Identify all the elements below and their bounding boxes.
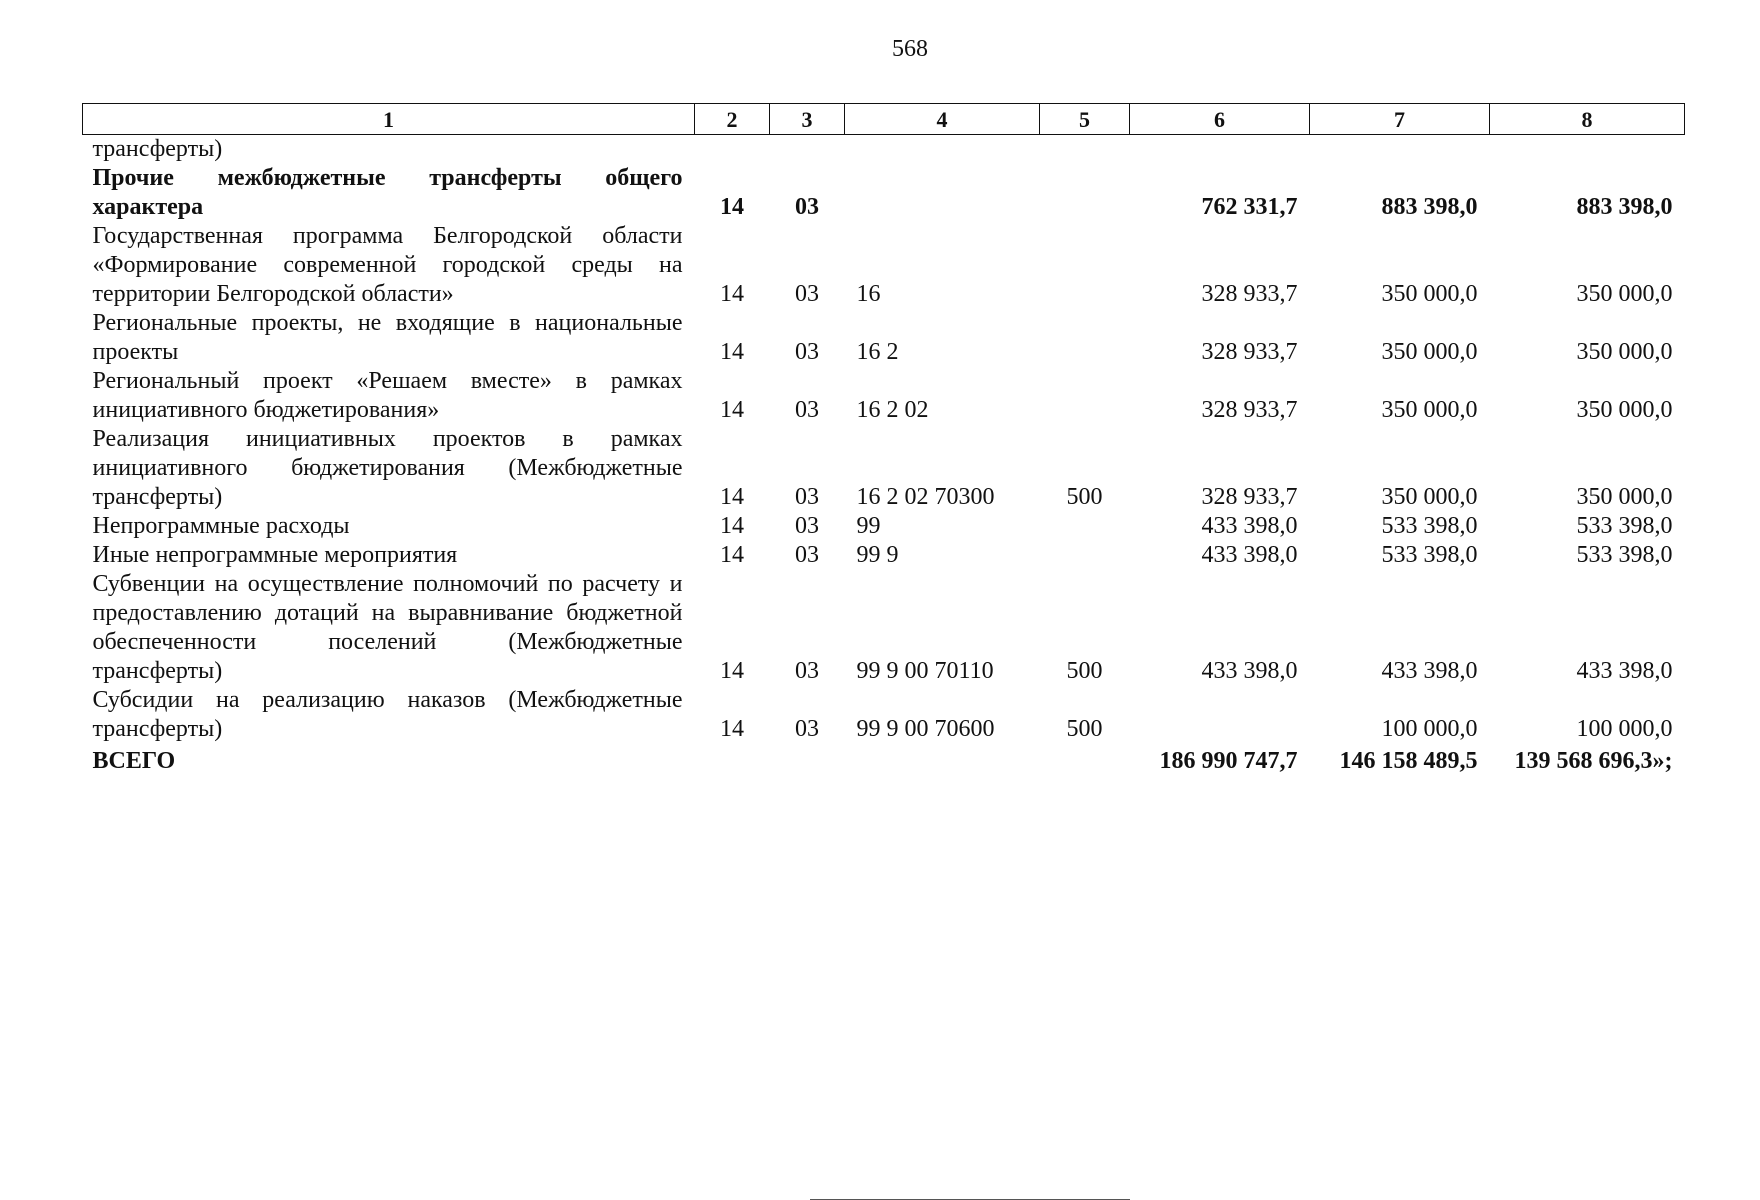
row-target-code: 99 9 [856, 542, 899, 568]
row-value: 533 398,0 [1576, 513, 1673, 539]
row-value: 433 398,0 [1201, 513, 1298, 539]
budget-table [82, 103, 1685, 776]
row-value: 350 000,0 [1381, 397, 1478, 423]
row-subsection: 03 [795, 339, 819, 365]
row-section: 14 [720, 194, 744, 220]
table-cell [845, 744, 1040, 776]
row-section [695, 135, 770, 165]
row-value [1130, 135, 1310, 165]
row-section: 14 [720, 484, 744, 510]
row-subsection: 03 [795, 484, 819, 510]
total-label: ВСЕГО [92, 748, 176, 774]
column-header: 6 [1130, 104, 1310, 135]
row-value: 433 398,0 [1381, 658, 1478, 684]
row-section: 14 [720, 542, 744, 568]
row-subsection: 03 [795, 194, 819, 220]
row-section: 14 [720, 658, 744, 684]
row-name: Непрограммные расходы [92, 513, 350, 539]
table-row [83, 164, 1685, 222]
row-value: 883 398,0 [1576, 194, 1673, 220]
row-value: 533 398,0 [1381, 542, 1478, 568]
table-cell [695, 744, 770, 776]
row-name: Прочие межбюджетные трансферты общего характера [92, 165, 683, 220]
column-header: 1 [83, 104, 695, 135]
row-value: 762 331,7 [1201, 194, 1298, 220]
total-value: 146 158 489,5 [1339, 748, 1478, 774]
row-value: 350 000,0 [1381, 484, 1478, 510]
row-value [1310, 135, 1490, 165]
row-value: 350 000,0 [1381, 339, 1478, 365]
row-section: 14 [720, 397, 744, 423]
table-header-row [83, 104, 1685, 135]
row-target-code: 99 9 00 70600 [856, 716, 995, 742]
row-expense-type: 500 [1066, 658, 1103, 684]
table-row [83, 425, 1685, 512]
row-value: 100 000,0 [1381, 716, 1478, 742]
row-section: 14 [720, 513, 744, 539]
row-section: 14 [720, 716, 744, 742]
row-expense-type: 500 [1066, 484, 1103, 510]
row-value: 433 398,0 [1576, 658, 1673, 684]
total-value: 186 990 747,7 [1159, 748, 1298, 774]
row-name: Государственная программа Белгородской области «Формирование современной городской среды на территории Белгородской области» [92, 223, 683, 307]
row-subsection: 03 [795, 397, 819, 423]
row-target-code: 16 2 [856, 339, 899, 365]
table-row [83, 367, 1685, 425]
row-value: 433 398,0 [1201, 542, 1298, 568]
column-header: 4 [845, 104, 1040, 135]
row-value: 350 000,0 [1576, 484, 1673, 510]
table-row [83, 309, 1685, 367]
table-row [83, 570, 1685, 686]
table-cell [770, 744, 845, 776]
table-header [83, 104, 1685, 135]
row-value: 350 000,0 [1381, 281, 1478, 307]
row-value: 533 398,0 [1576, 542, 1673, 568]
row-expense-type: 500 [1066, 716, 1103, 742]
row-target-code: 99 9 00 70110 [856, 658, 994, 684]
column-header: 8 [1490, 104, 1685, 135]
row-target-code [845, 135, 1040, 165]
row-value: 100 000,0 [1576, 716, 1673, 742]
column-header: 3 [770, 104, 845, 135]
row-expense-type [1040, 512, 1130, 541]
row-expense-type [1040, 164, 1130, 222]
row-value [1130, 686, 1310, 744]
row-value: 328 933,7 [1201, 397, 1298, 423]
row-value: 533 398,0 [1381, 513, 1478, 539]
row-section: 14 [720, 339, 744, 365]
row-expense-type [1040, 309, 1130, 367]
table-cell [1040, 744, 1130, 776]
total-row [83, 744, 1685, 776]
row-subsection: 03 [795, 542, 819, 568]
row-subsection: 03 [795, 513, 819, 539]
row-subsection: 03 [795, 281, 819, 307]
row-value: 328 933,7 [1201, 484, 1298, 510]
row-name: Реализация инициативных проектов в рамках инициативного бюджетирования (Межбюджетные трансферты) [92, 426, 683, 510]
row-target-code: 16 2 02 70300 [856, 484, 995, 510]
row-name: Региональный проект «Решаем вместе» в рамках инициативного бюджетирования» [92, 368, 683, 423]
table-row [83, 686, 1685, 744]
row-name: трансферты) [92, 136, 223, 162]
row-value: 350 000,0 [1576, 397, 1673, 423]
row-subsection: 03 [795, 658, 819, 684]
row-target-code: 16 [856, 281, 881, 307]
row-expense-type [1040, 135, 1130, 165]
page-number: 568 [892, 36, 928, 62]
row-name: Иные непрограммные мероприятия [92, 542, 458, 568]
row-value: 328 933,7 [1201, 281, 1298, 307]
row-expense-type [1040, 367, 1130, 425]
row-section: 14 [720, 281, 744, 307]
row-value: 350 000,0 [1576, 281, 1673, 307]
table-row [83, 541, 1685, 570]
column-header: 7 [1310, 104, 1490, 135]
row-expense-type [1040, 541, 1130, 570]
table-row [83, 512, 1685, 541]
row-value: 883 398,0 [1381, 194, 1478, 220]
row-subsection: 03 [795, 716, 819, 742]
row-target-code: 16 2 02 [856, 397, 929, 423]
row-value: 350 000,0 [1576, 339, 1673, 365]
column-header: 5 [1040, 104, 1130, 135]
row-value [1490, 135, 1685, 165]
row-name: Субвенции на осуществление полномочий по расчету и предоставлению дотаций на выравнивание бюджетной обеспеченности поселений (Межбюджетные трансферты) [92, 571, 683, 684]
row-value: 433 398,0 [1201, 658, 1298, 684]
row-expense-type [1040, 222, 1130, 309]
row-subsection [770, 135, 845, 165]
total-value: 139 568 696,3»; [1514, 748, 1673, 774]
row-name: Субсидии на реализацию наказов (Межбюджетные трансферты) [92, 687, 683, 742]
table-body [83, 135, 1685, 777]
table-row [83, 222, 1685, 309]
row-value: 328 933,7 [1201, 339, 1298, 365]
column-header: 2 [695, 104, 770, 135]
row-target-code [845, 164, 1040, 222]
table-row [83, 135, 1685, 165]
row-target-code: 99 [856, 513, 881, 539]
row-name: Региональные проекты, не входящие в национальные проекты [92, 310, 683, 365]
